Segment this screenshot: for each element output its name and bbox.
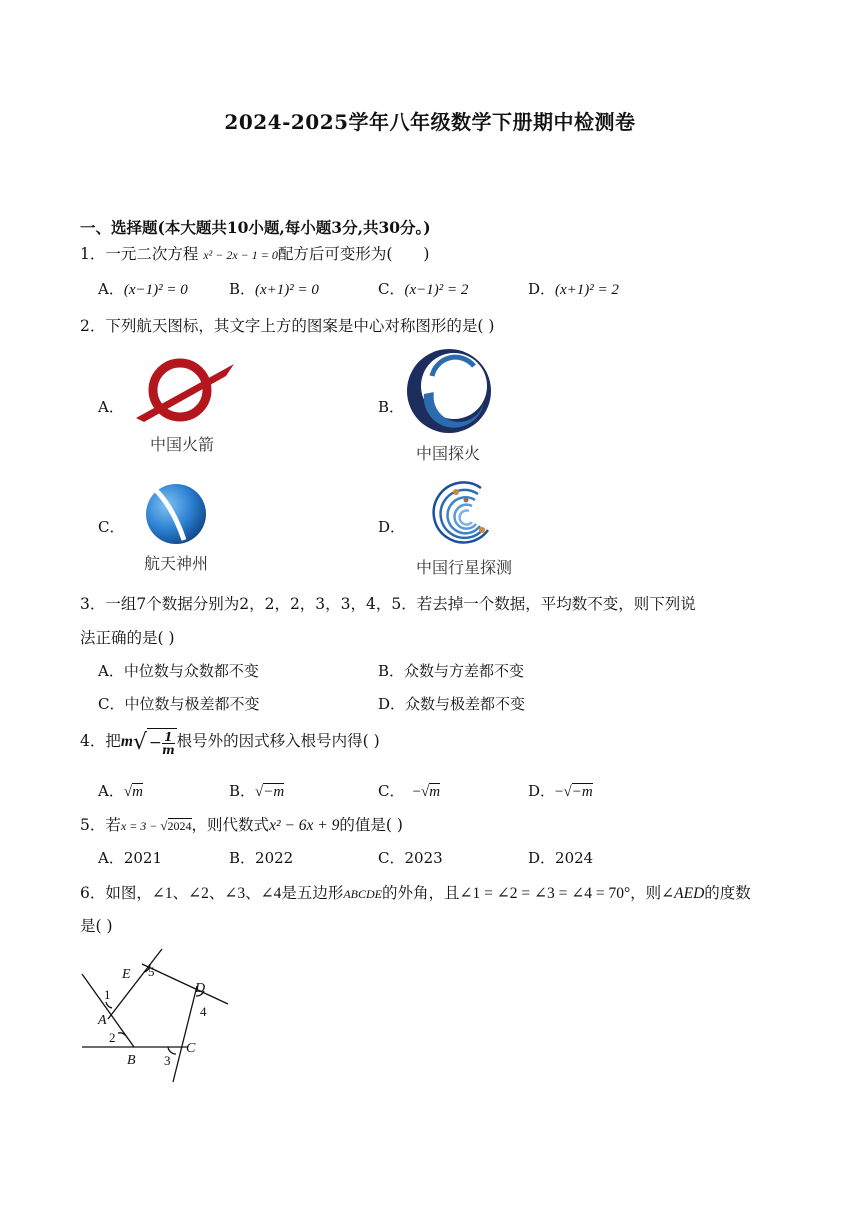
q5-suffix: 的值是( ) [339,816,403,834]
option-label: A． [98,849,124,867]
planetary-exploration-logo-icon [426,478,496,548]
section-heading: 一、选择题(本大题共10小题,每小题3分,共30分。) [80,218,431,237]
question-5 [80,813,403,835]
option-neg: − [412,784,421,800]
q6-text-2: 是五边形 [281,884,344,902]
question-3-line-2: 法正确的是( ) [80,629,175,647]
q1-suffix: 配方后可变形为( ) [277,245,430,263]
q2-option-c-label[interactable]: C． [98,518,125,536]
q4-option-c[interactable] [378,780,440,801]
q4-prefix: 4．把 [80,732,121,750]
option-neg: − [555,784,564,800]
q3-option-a[interactable] [98,660,259,681]
q6-text-1: 6．如图， [80,884,152,902]
q4-frac-den: m [161,743,175,757]
question-4 [80,728,380,756]
q5-prefix: 5．若 [80,816,121,834]
question-6-line-1 [80,881,751,903]
q1-option-a[interactable] [98,278,188,299]
angle-label-2: 2 [109,1030,116,1045]
option-expr: (x+1)² = 2 [555,282,619,298]
option-text: 2024 [555,849,594,867]
option-label: A． [98,280,124,298]
q2-caption-c: 航天神州 [144,554,209,573]
q6-text-4: ，则 [630,884,662,902]
question-6-line-2: 是( ) [80,917,113,935]
q6-condition: ∠1 = ∠2 = ∠3 = ∠4 = 70° [459,885,631,902]
q6-polygon: ABCDE [343,887,383,901]
option-text: 众数与极差都不变 [405,695,526,713]
q6-text-5: 的度数 [704,884,751,902]
option-label: C． [98,695,125,713]
option-radicand: m [429,784,441,800]
option-text: 中位数与众数都不变 [123,662,259,680]
q4-var: m [120,733,133,750]
vertex-label-e: E [122,967,131,982]
line-ae-extended [108,949,162,1019]
line-dc-extended [173,986,197,1082]
pentagon-figure [76,944,236,1084]
vertex-label-b: B [127,1053,136,1068]
q5-option-d[interactable] [528,847,593,868]
mars-probe-logo-icon [404,346,494,436]
q2-option-a-label[interactable]: A． [98,398,124,416]
option-label: D． [528,849,556,867]
radical-sign: √ [132,730,147,755]
q1-option-b[interactable] [229,278,319,299]
option-radicand: −m [263,784,285,800]
option-label: D． [378,695,406,713]
q1-equation: x² − 2x − 1 = 0 [203,248,278,262]
q6-angles: ∠1、∠2、∠3、∠4 [151,885,282,902]
q5-option-b[interactable] [229,847,293,868]
q4-option-b[interactable] [229,780,284,801]
line-ea-extended [82,974,134,1047]
q2-caption-b: 中国探火 [416,444,481,463]
q3-option-d[interactable] [378,693,525,714]
option-text: 众数与方差都不变 [404,662,525,680]
line-ed-extended [142,964,228,1004]
option-label: D． [528,280,556,298]
radical-sign: √ [255,784,264,800]
option-label: D． [528,782,556,800]
q3-option-c[interactable] [98,693,260,714]
option-expr: (x−1)² = 0 [123,282,188,298]
option-text: 2023 [404,849,443,867]
vertex-label-a: A [98,1013,107,1028]
option-expr: (x+1)² = 0 [255,282,319,298]
q1-option-c[interactable] [378,278,468,299]
q5-condition: x = 3 − [120,819,161,833]
q2-caption-a: 中国火箭 [150,435,215,454]
radical-sign: √ [123,784,133,800]
question-2: 2．下列航天图标，其文字上方的图案是中心对称图形的是( ) [80,317,495,335]
q5-radicand: 2024 [167,819,192,833]
q1-option-d[interactable] [528,278,619,299]
option-text: 中位数与极差都不变 [124,695,260,713]
q5-mid: ，则代数式 [191,816,270,834]
radical-sign: √ [160,818,168,833]
shenzhou-logo-icon [140,476,212,546]
option-label: C． [378,849,405,867]
page-title: 2024-2025学年八年级数学下册期中检测卷 [224,110,636,134]
question-3-line-1: 3．一组7个数据分别为2，2，2，3，3，4，5．若去掉一个数据，平均数不变，则下列说 [80,595,696,613]
option-label: A． [98,662,124,680]
option-text: 2022 [255,849,294,867]
option-expr: (x−1)² = 2 [404,282,469,298]
q5-expression: x² − 6x + 9 [269,817,340,834]
option-label: A． [98,782,124,800]
vertex-label-c: C [186,1041,196,1056]
q5-option-c[interactable] [378,847,443,868]
angle-label-1: 1 [104,987,111,1002]
q2-option-d-label[interactable]: D． [378,518,406,536]
option-label: C． [378,782,405,800]
q4-frac-num: 1 [164,730,173,744]
q2-caption-d: 中国行星探测 [416,558,513,577]
option-label: B． [229,849,256,867]
option-label: B． [229,280,256,298]
q4-radicand: − $\frac{1}{m}$ [148,730,175,757]
question-1 [80,242,429,264]
q2-option-b-label[interactable]: B． [378,398,405,416]
rocket-logo-icon [130,356,240,426]
option-label: B． [229,782,256,800]
q3-option-b[interactable] [378,660,524,681]
angle-1-arc [106,1002,112,1008]
q5-option-a[interactable] [98,847,162,868]
q6-text-3: 的外角，且 [382,884,460,902]
angle-label-3: 3 [164,1053,171,1068]
radical-sign: √ [563,784,572,800]
q4-suffix: 根号外的因式移入根号内得( ) [176,732,380,750]
q1-prefix: 1．一元二次方程 [80,245,204,263]
angle-label-4: 4 [200,1004,207,1019]
angle-label-5: 5 [148,964,155,979]
option-radicand: m [132,784,143,800]
option-label: C． [378,280,405,298]
option-radicand: −m [571,784,593,800]
option-label: B． [378,662,405,680]
q4-option-d[interactable] [528,780,593,801]
q6-target-angle: ∠AED [661,885,705,902]
radical-sign: √ [420,784,430,800]
vertex-label-d: D [195,981,206,996]
option-text: 2021 [123,849,163,867]
q4-option-a[interactable] [98,780,143,801]
